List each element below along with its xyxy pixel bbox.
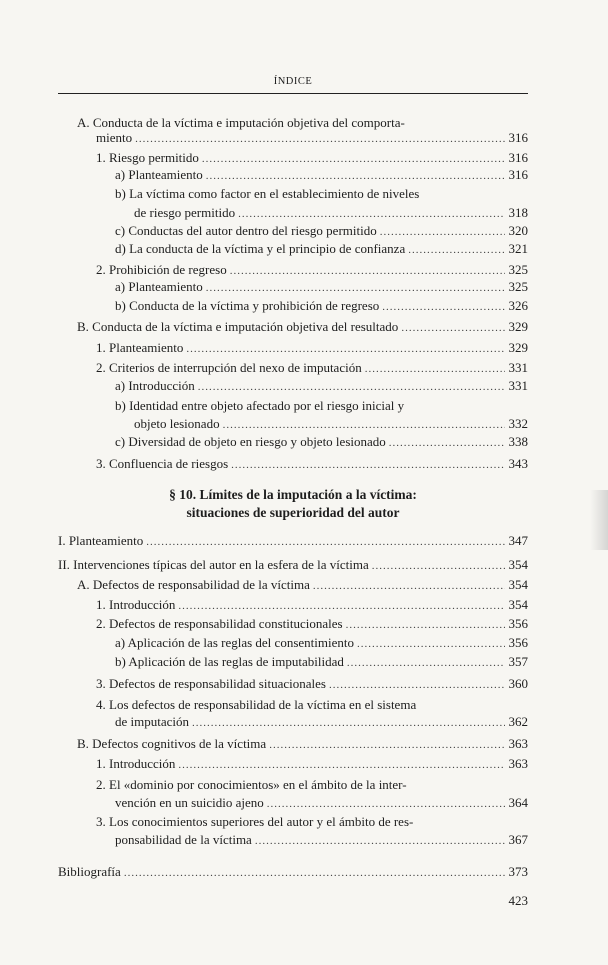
page-number: 354 xyxy=(508,577,528,592)
page-number: 332 xyxy=(508,416,528,431)
section-title-line2: situaciones de superioridad del autor xyxy=(186,505,400,520)
page-number: 343 xyxy=(508,456,528,471)
toc-entry-IIA2a: a) Aplicación de las reglas del consentimiento ..... 356 xyxy=(115,635,528,651)
page-number: 347 xyxy=(508,533,528,548)
page-number: 320 xyxy=(508,223,528,238)
toc-entry-A1d: d) La conducta de la víctima y el principio de confianza ..... 321 xyxy=(115,241,528,257)
page-number: 325 xyxy=(508,262,528,277)
page-number: 363 xyxy=(508,736,528,751)
page-number: 354 xyxy=(508,597,528,612)
toc-entry-A2a: a) Planteamiento ..... 325 xyxy=(115,279,528,295)
page-number: 363 xyxy=(508,756,528,771)
page-number: 364 xyxy=(508,795,528,810)
page-number: 356 xyxy=(508,616,528,631)
toc-entry-IIB3: ponsabilidad de la víctima ..... 367 xyxy=(115,832,528,848)
page-number: 316 xyxy=(508,150,528,165)
page-number: 367 xyxy=(508,832,528,847)
toc-entry-A2b: b) Conducta de la víctima y prohibición de regreso ..... 326 xyxy=(115,298,528,314)
toc-entry-A1c: c) Conductas del autor dentro del riesgo permitido ..... 320 xyxy=(115,223,528,239)
toc-entry-B2a: a) Introducción ..... 331 xyxy=(115,378,528,394)
page-number: 318 xyxy=(508,205,528,220)
toc-entry-B1: 1. Planteamiento ..... 329 xyxy=(96,340,528,356)
page-number: 356 xyxy=(508,635,528,650)
toc-entry-A1: 1. Riesgo permitido ..... 316 xyxy=(96,150,528,166)
toc-entry-B: B. Conducta de la víctima e imputación objetiva del resultado ..... 329 xyxy=(77,319,528,335)
toc-entry-IIA3: 3. Defectos de responsabilidad situacionales ..... 360 xyxy=(96,676,528,692)
toc-entry-IIA: A. Defectos de responsabilidad de la víctima ..... 354 xyxy=(77,577,528,593)
toc-entry-A1b-line1: b) La víctima como factor en el establecimiento de niveles xyxy=(115,186,420,201)
toc-entry-IIA1: 1. Introducción ..... 354 xyxy=(96,597,528,613)
running-head: ÍNDICE xyxy=(273,76,313,87)
page-number: 362 xyxy=(508,714,528,729)
page-number: 338 xyxy=(508,434,528,449)
toc-entry-B3: 3. Confluencia de riesgos ..... 343 xyxy=(96,456,528,472)
toc-entry-A-line1: A. Conducta de la víctima e imputación objetiva del comporta- xyxy=(77,115,405,130)
page-number: 331 xyxy=(508,360,528,375)
toc-entry-A2: 2. Prohibición de regreso ..... 325 xyxy=(96,262,528,278)
page-number: 331 xyxy=(508,378,528,393)
toc-entry-B2b: objeto lesionado ..... 332 xyxy=(134,416,528,432)
page-number: 326 xyxy=(508,298,528,313)
toc-entry-IIA4: de imputación ..... 362 xyxy=(115,714,528,730)
page-number: 316 xyxy=(508,130,528,145)
toc-entry-bibliography: Bibliografía ..... 373 xyxy=(58,864,528,880)
toc-entry-II: II. Intervenciones típicas del autor en la esfera de la víctima ..... 354 xyxy=(58,557,528,573)
toc-entry-IIB1: 1. Introducción ..... 363 xyxy=(96,756,528,772)
toc-entry-IIB2: vención en un suicidio ajeno ..... 364 xyxy=(115,795,528,811)
toc-entry-A1b: de riesgo permitido ..... 318 xyxy=(134,205,528,221)
toc-entry-IIB: B. Defectos cognitivos de la víctima ..... 363 xyxy=(77,736,528,752)
toc-entry-B2c: c) Diversidad de objeto en riesgo y objeto lesionado ..... 338 xyxy=(115,434,528,450)
section-title-line1: § 10. Límites de la imputación a la víctima: xyxy=(169,487,417,502)
page-number: 360 xyxy=(508,676,528,691)
page-number: 325 xyxy=(508,279,528,294)
page-number: 329 xyxy=(508,340,528,355)
scan-shadow xyxy=(590,490,608,550)
toc-entry-IIA4-line1: 4. Los defectos de responsabilidad de la víctima en el sistema xyxy=(96,697,417,712)
page-number: 316 xyxy=(508,167,528,182)
toc-entry-I: I. Planteamiento ..... 347 xyxy=(58,533,528,549)
toc-entry-B2b-line1: b) Identidad entre objeto afectado por el riesgo inicial y xyxy=(115,398,405,413)
toc-entry-IIA2b: b) Aplicación de las reglas de imputabilidad ..... 357 xyxy=(115,654,528,670)
page-number: 357 xyxy=(508,654,528,669)
toc-entry-B2: 2. Criterios de interrupción del nexo de imputación ..... 331 xyxy=(96,360,528,376)
page-number: 354 xyxy=(508,557,528,572)
page-folio: 423 xyxy=(508,893,528,908)
toc-entry-A1a: a) Planteamiento ..... 316 xyxy=(115,167,528,183)
page-number: 329 xyxy=(508,319,528,334)
toc-entry-IIB2-line1: 2. El «dominio por conocimientos» en el ámbito de la inter- xyxy=(96,777,407,792)
page-number: 321 xyxy=(508,241,528,256)
toc-entry-IIB3-line1: 3. Los conocimientos superiores del autor y el ámbito de res- xyxy=(96,814,414,829)
toc-entry-A: miento ..... 316 xyxy=(96,130,528,146)
page-number: 373 xyxy=(508,864,528,879)
toc-entry-IIA2: 2. Defectos de responsabilidad constitucionales ..... 356 xyxy=(96,616,528,632)
